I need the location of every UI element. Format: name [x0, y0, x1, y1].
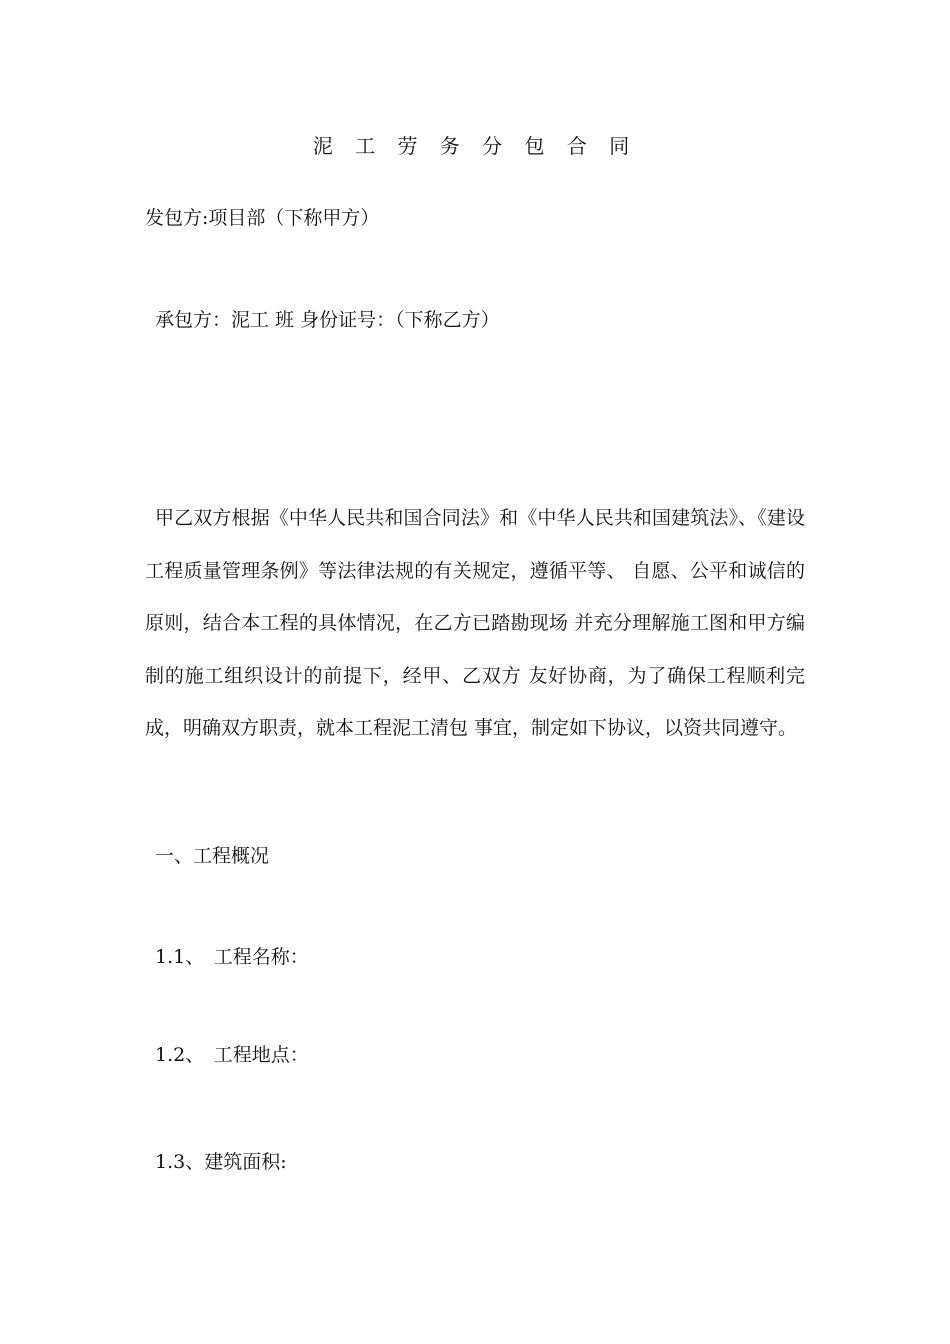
item-building-area: 1.3、建筑面积:	[155, 1151, 287, 1173]
party-b-line: 承包方：泥工 班 身份证号：（下称乙方）	[155, 309, 500, 331]
preamble-paragraph: 甲乙双方根据《中华人民共和国合同法》和《中华人民共和国建筑法》、《建设工程质量管理条例》等法律法规的有关规定，遵循平等、 自愿、公平和诚信的原则，结合本工程的具体情况，在乙方已踏勘现场 并充分理解施工图和甲方编制的施工组织设计的前提下，经甲、乙双方 友好协商，为了确保工程顺利完成，明确双方职责，就本工程泥工清包 事宜，制定如下协议，以资共同遵守。	[145, 507, 805, 739]
party-a-line: 发包方:项目部（下称甲方）	[145, 207, 380, 229]
item-project-name: 1.1、 工程名称：	[155, 946, 309, 968]
document-title: 泥 工 劳 务 分 包 合 同	[312, 134, 638, 158]
section-heading-project-overview: 一、工程概况	[155, 845, 270, 867]
item-project-location: 1.2、 工程地点：	[155, 1044, 309, 1066]
